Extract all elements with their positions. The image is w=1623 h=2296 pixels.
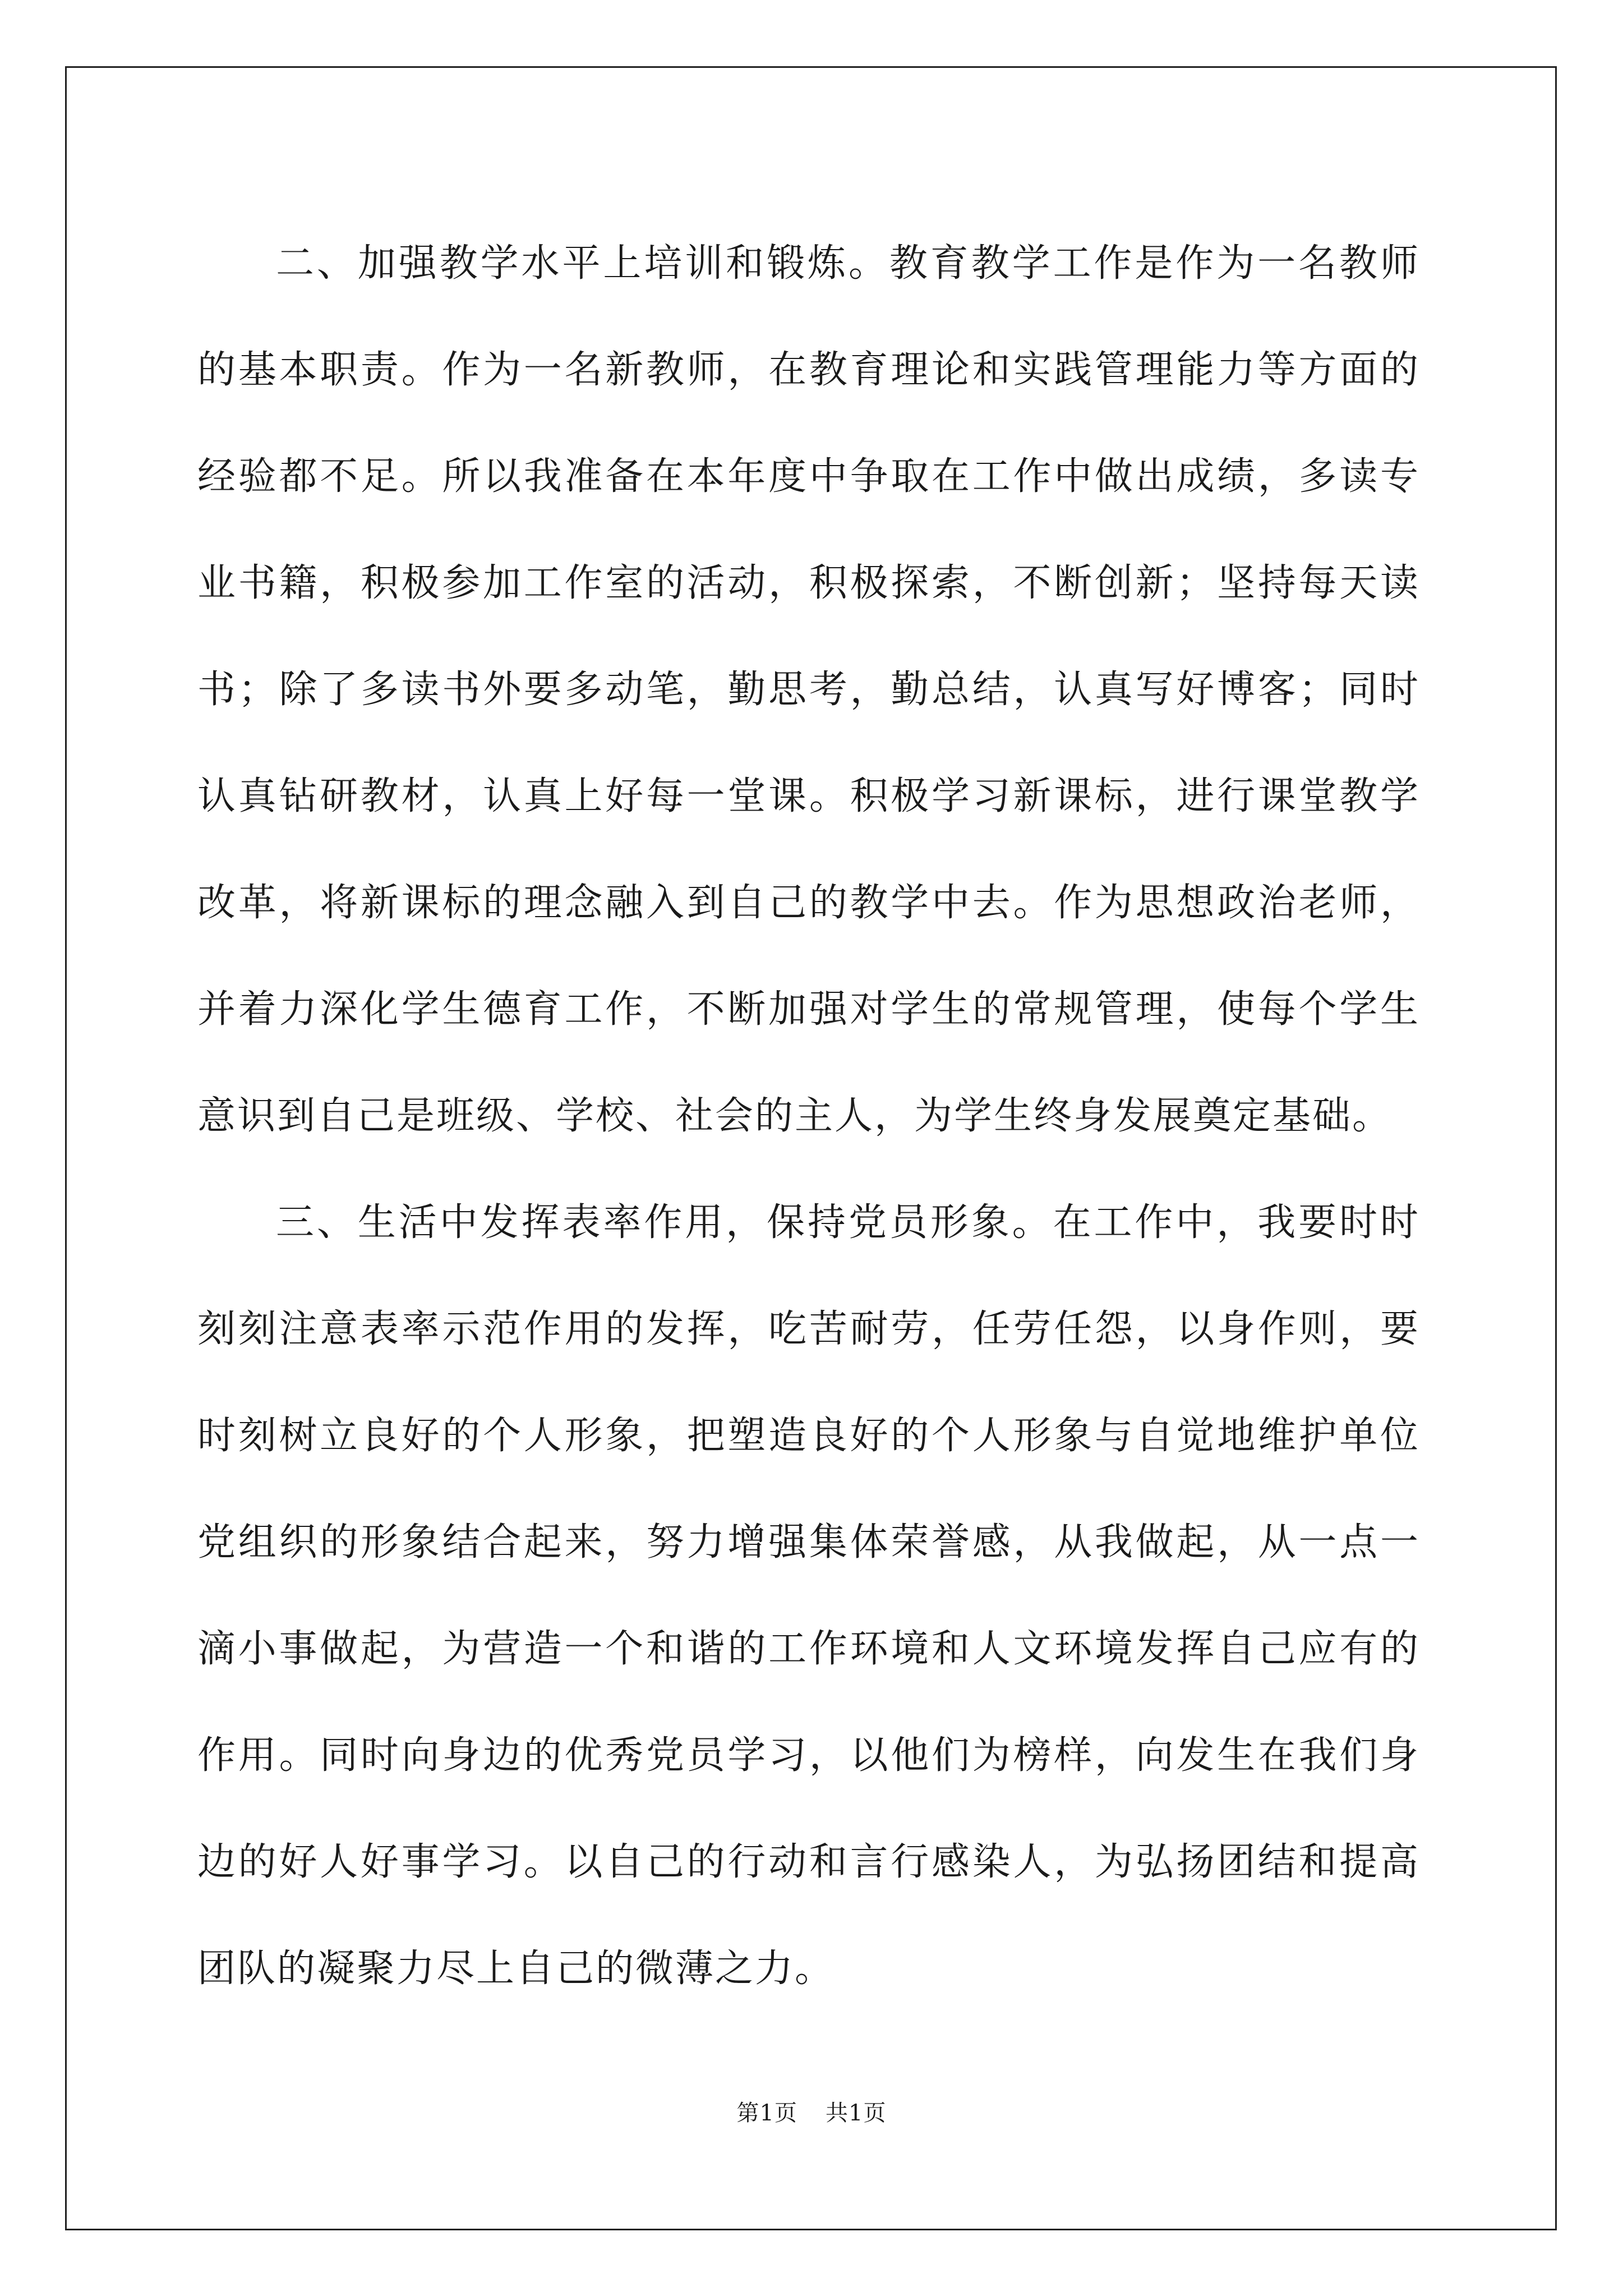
paragraph-section-two: 二、加强教学水平上培训和锻炼。教育教学工作是作为一名教师的基本职责。作为一名新教师，在教育理论和实践管理能力等方面的经验都不足。所以我准备在本年度中争取在工作中做出成绩，多读专业书籍，积极参加工作室的活动，积极探索，不断创新；坚持每天读书；除了多读书外要多动笔，勤思考，勤总结，认真写好博客；同时认真钻研教材，认真上好每一堂课。积极学习新课标，进行课堂教学改革，将新课标的理念融入到自己的教学中去。作为思想政治老师，并着力深化学生德育工作，不断加强对学生的常规管理，使每个学生意识到自己是班级、学校、社会的主人，为学生终身发展奠定基础。 [197,241,1420,1138]
total-pages-label: 共1页 [826,2100,887,2126]
current-page-label: 第1页 [736,2100,797,2126]
document-body [197,210,1420,2022]
paragraph-section-three: 三、生活中发挥表率作用，保持党员形象。在工作中，我要时时刻刻注意表率示范作用的发挥，吃苦耐劳，任劳任怨，以身作则，要时刻树立良好的个人形象，把塑造良好的个人形象与自觉地维护单位党组织的形象结合起来，努力增强集体荣誉感，从我做起，从一点一滴小事做起，为营造一个和谐的工作环境和人文环境发挥自己应有的作用。同时向身边的优秀党员学习，以他们为榜样，向发生在我们身边的好人好事学习。以自己的行动和言行感染人，为弘扬团结和提高团队的凝聚力尽上自己的微薄之力。 [197,1200,1420,1991]
page-footer [0,2095,1623,2127]
